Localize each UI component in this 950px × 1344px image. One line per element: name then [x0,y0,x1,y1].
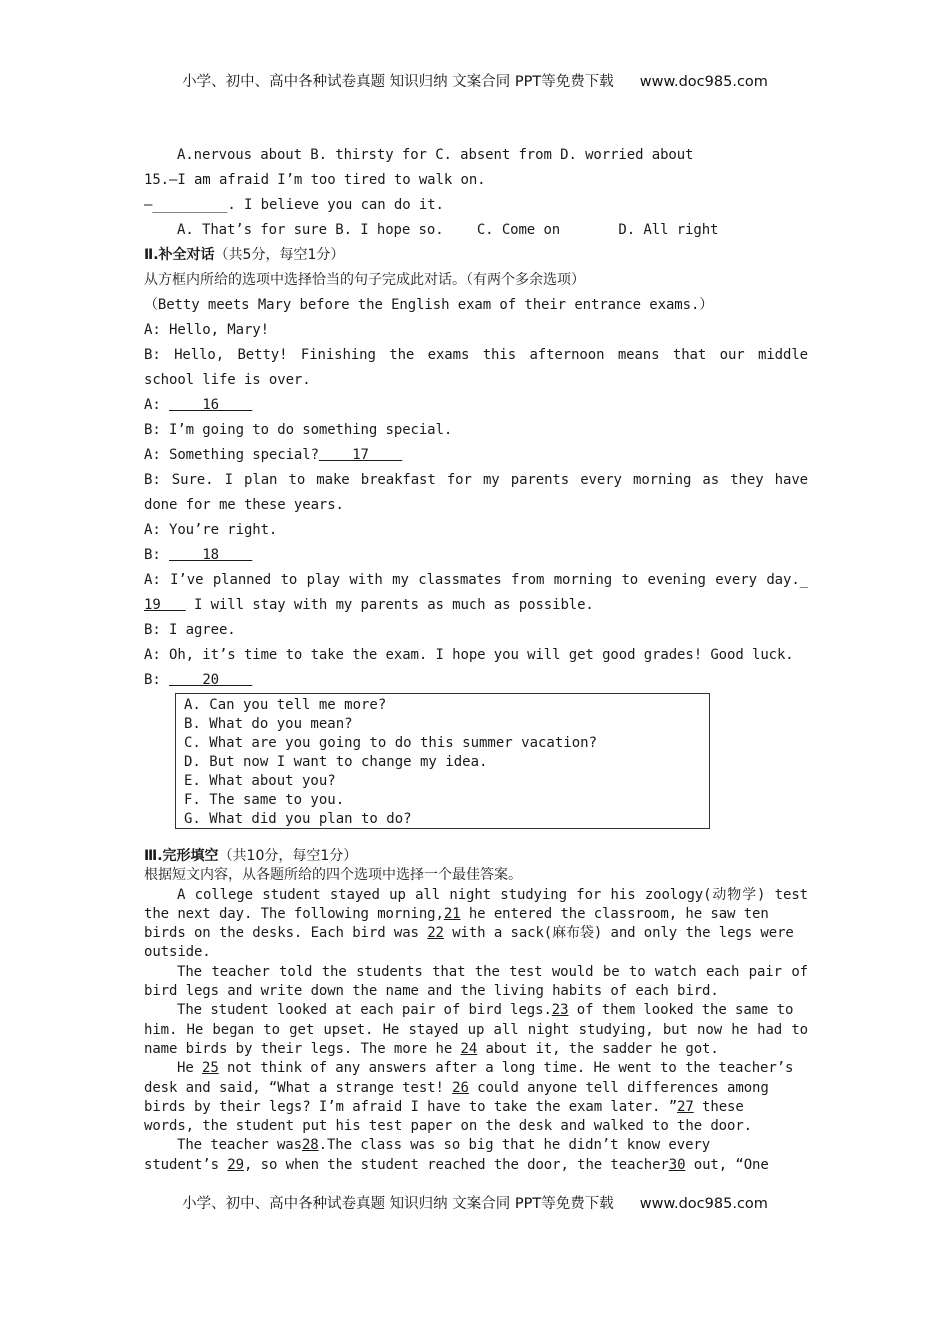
option-a: A. Can you tell me more? [184,697,387,713]
dialogue-line: B: I’m going to do something special. [144,422,453,438]
passage-line [144,1098,808,1117]
dialogue-line [144,443,808,468]
passage-text: with a sack(麻布袋) and only the legs were [443,925,794,942]
blank-20: 20 [169,672,253,688]
passage-line [144,1059,808,1078]
dialogue-line [144,543,808,568]
page-header [0,70,950,91]
dialogue-line: B: Sure. I plan to make breakfast for my parents every morning as they have [144,472,808,488]
q14-options: A.nervous about B. thirsty for C. absent from D. worried about [177,147,694,163]
passage-line [144,1001,808,1020]
option-b: B. What do you mean? [184,716,353,732]
passage-line [144,1079,808,1098]
section2-instruction: 从方框内所给的选项中选择恰当的句子完成此对话。（有两个多余选项） [144,272,585,288]
passage-line: bird legs and write down the name and the living habits of each bird. [144,983,719,1000]
dialogue-line [144,393,808,418]
dialogue-line [144,593,808,618]
passage-line [144,1136,808,1155]
blank-27: 27 [677,1098,694,1115]
blank-30: 30 [668,1156,686,1173]
option-c: C. What are you going to do this summer vacation? [184,735,598,751]
blank: _________ [152,197,228,213]
header-site-link[interactable]: www.doc985.com [639,74,768,90]
passage-text: birds on the desks. Each bird was [144,925,428,942]
passage-text: the next day. The following morning, [144,905,444,922]
passage-text: student’s [144,1156,228,1173]
blank-16: 16 [169,397,253,413]
section3-instruction: 根据短文内容，从各题所给的四个选项中选择一个最佳答案。 [144,867,522,884]
section3-score: （共10分，每空1分） [218,848,358,864]
section2-title: Ⅱ.补全对话 [144,247,215,263]
speaker: B: [144,547,169,563]
blank-23: 23 [551,1002,569,1019]
blank-25: 25 [202,1060,219,1077]
option-d: D. But now I want to change my idea. [184,754,488,770]
passage-text: of them looked the same to [568,1002,794,1019]
section3-heading [144,847,808,866]
dialogue-line: A: I’ve planned to play with my classmates from morning to evening every day._ [144,572,808,588]
passage-line [144,1156,808,1175]
blank-24: 24 [460,1040,478,1057]
section2-context: （Betty meets Mary before the English exam of their entrance exams.） [144,297,714,313]
passage-line [144,924,808,943]
passage-text: .The class was so big that he didn’t know every [318,1137,711,1154]
speaker: B: [144,672,169,688]
blank-18: 18 [169,547,253,563]
dialogue-line [144,668,808,693]
speaker: A: [144,397,169,413]
header-text: 小学、初中、高中各种试卷真题 知识归纳 文案合同 PPT等免费下载 [182,74,614,90]
passage-text: these [693,1098,744,1115]
dialogue-line: B: I agree. [144,622,236,638]
dialogue-line: A: Oh, it’s time to take the exam. I hope you will get good grades! Good luck. [144,647,794,663]
passage-text: birds by their legs? I’m afraid I have to take the exam later. ” [144,1098,678,1115]
passage-text: not think of any answers after a long time. He went to the teacher’s [218,1060,794,1077]
dialogue-text: A: Something special? [144,447,319,463]
q15-question: 15.—I am afraid I’m too tired to walk on. [144,172,486,188]
passage-text: about it, the sadder he got. [477,1040,719,1057]
passage-text: The teacher was [177,1137,302,1154]
passage-line: him. He began to get upset. He stayed up all night studying, but now he had to [144,1021,808,1038]
dialogue-line: B: Hello, Betty! Finishing the exams this afternoon means that our middle [144,347,808,363]
passage-text: The student looked at each pair of bird legs. [177,1002,552,1019]
blank-21: 21 [443,905,461,922]
passage-line: outside. [144,944,211,961]
blank-19: 19 [144,597,186,613]
passage-text: name birds by their legs. The more he [144,1040,461,1057]
option-g: G. What did you plan to do? [184,811,412,827]
dialogue-line: A: Hello, Mary! [144,322,269,338]
passage-line: words, the student put his test paper on the desk and walked to the door. [144,1118,752,1135]
option-e: E. What about you? [184,773,336,789]
passage-text: desk and said, “What a strange test! [144,1079,453,1096]
passage-line [144,905,808,924]
passage-line [144,1040,808,1059]
passage-text: he entered the classroom, he saw ten [460,905,769,922]
passage-text: could anyone tell differences among [468,1079,769,1096]
blank-17: 17 [318,447,403,463]
passage-line: A college student stayed up all night studying for his zoology(动物学) test [177,886,808,903]
blank-22: 22 [427,925,444,942]
q15-response [144,193,808,218]
section2-heading [144,243,808,268]
blank-28: 28 [301,1137,319,1154]
footer-site-link[interactable]: www.doc985.com [639,1196,768,1212]
q15-response-text: . I believe you can do it. [227,197,444,213]
page-footer [0,1192,950,1213]
dialogue-line: school life is over. [144,372,311,388]
dialogue-line: A: You’re right. [144,522,278,538]
passage-text: out, “One [685,1156,769,1173]
dialogue-text: I will stay with my parents as much as possible. [185,597,594,613]
blank-26: 26 [452,1079,469,1096]
dash: — [144,197,153,213]
q15-options: A. That’s for sure B. I hope so. C. Come on D. All right [177,222,719,238]
passage-text: He [177,1060,202,1077]
footer-text: 小学、初中、高中各种试卷真题 知识归纳 文案合同 PPT等免费下载 [182,1196,614,1212]
blank-29: 29 [227,1156,244,1173]
option-f: F. The same to you. [184,792,345,808]
options-box [175,693,710,829]
section3-title: Ⅲ.完形填空 [144,848,219,864]
passage-text: , so when the student reached the door, the teacher [243,1156,669,1173]
section3 [144,847,808,1175]
dialogue-line: done for me these years. [144,497,344,513]
section2-score: （共5分，每空1分） [214,247,345,263]
passage-line: The teacher told the students that the test would be to watch each pair of [177,963,808,980]
document-body [144,143,808,1175]
